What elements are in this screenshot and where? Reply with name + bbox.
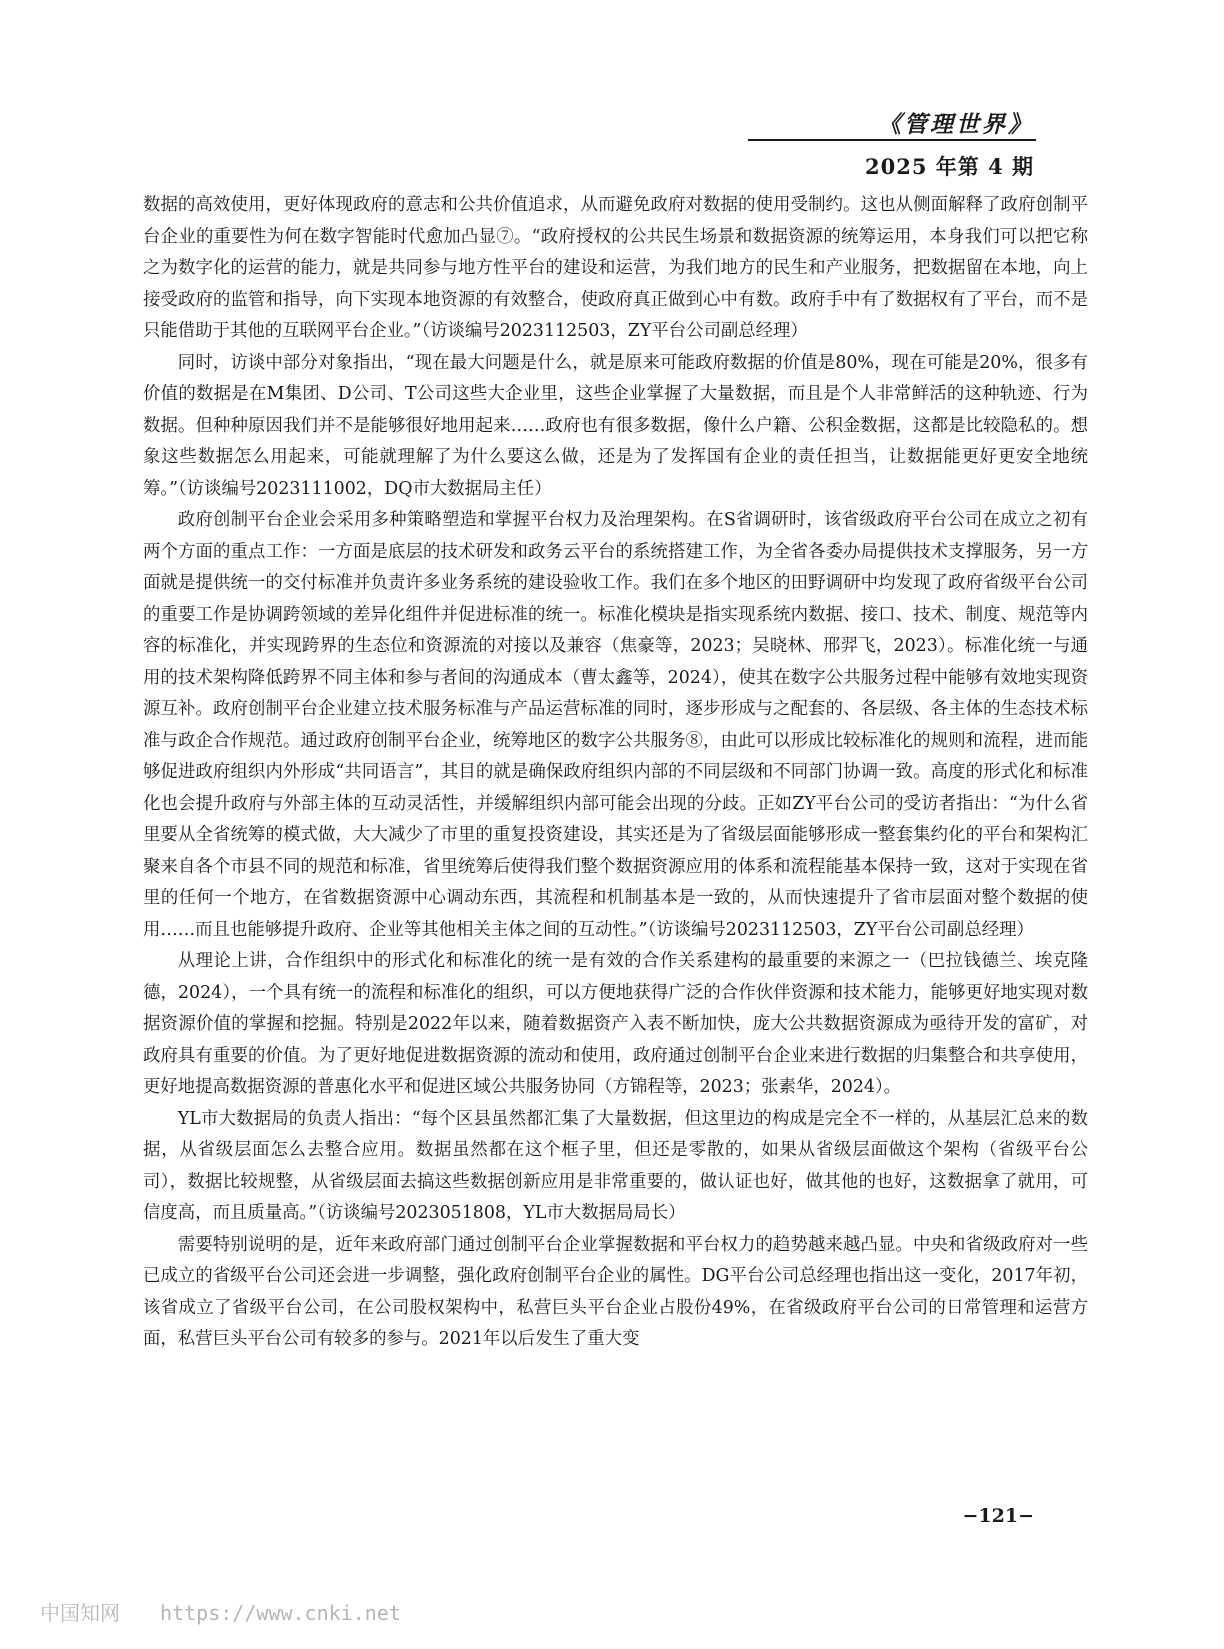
issue-number: 2025 年第 4 期 [865,154,1034,179]
paragraph-3: 政府创制平台企业会采用多种策略塑造和掌握平台权力及治理架构。在S省调研时，该省级政府平台公司在成立之初有两个方面的重点工作：一方面是底层的技术研发和政务云平台的系统搭建工作，为全省各委办局提供技术支撑服务，另一方面就是提供统一的交付标准并负责许多业务系统的建设验收工作。我们在多个地区的田野调研中均发现了政府省级平台公司的重要工作是协调跨领域的差异化组件并促进标准的统一。标准化模块是指实现系统内数据、接口、技术、制度、规范等内容的标准化，并实现跨界的生态位和资源流的对接以及兼容（焦豪等，2023；吴晓林、邢羿飞，2023）。标准化统一与通用的技术架构降低跨界不同主体和参与者间的沟通成本（曹太鑫等，2024），使其在数字公共服务过程中能够有效地实现资源互补。政府创制平台企业建立技术服务标准与产品运营标准的同时，逐步形成与之配套的、各层级、各主体的生态技术标准与政企合作规范。通过政府创制平台企业，统筹地区的数字公共服务⑧，由此可以形成比较标准化的规则和流程，进而能够促进政府组织内外形成“共同语言”，其目的就是确保政府组织内部的不同层级和不同部门协调一致。高度的形式化和标准化也会提升政府与外部主体的互动灵活性，并缓解组织内部可能会出现的分歧。正如ZY平台公司的受访者指出：“为什么省里要从全省统筹的模式做，大大减少了市里的重复投资建设，其实还是为了省级层面能够形成一整套集约化的平台和架构汇聚来自各个市县不同的规范和标准，省里统筹后使得我们整个数据资源应用的体系和流程能基本保持一致，这对于实现在省里的任何一个地方，在省数据资源中心调动东西，其流程和机制基本是一致的，从而快速提升了省市层面对整个数据的使用……而且也能够提升政府、企业等其他相关主体之间的互动性。”（访谈编号2023112503，ZY平台公司副总经理） [143,510,1088,940]
header-rule [748,139,1036,141]
paragraph-6: 需要特别说明的是，近年来政府部门通过创制平台企业掌握数据和平台权力的趋势越来越凸显。中央和省级政府对一些已成立的省级平台公司还会进一步调整，强化政府创制平台企业的属性。DG平台公司总经理也指出这一变化，2017年初，该省成立了省级平台公司，在公司股权架构中，私营巨头平台企业占股份49%，在省级政府平台公司的日常管理和运营方面，私营巨头平台公司有较多的参与。2021年以后发生了重大变 [143,1234,1088,1349]
watermark-url: https://www.cnki.net [160,1601,401,1625]
article-body [143,190,1088,1356]
page-number: −121− [962,1505,1034,1527]
paragraph-4: 从理论上讲，合作组织中的形式化和标准化的统一是有效的合作关系建构的最重要的来源之一（巴拉钱德兰、埃克隆德，2024），一个具有统一的流程和标准化的组织，可以方便地获得广泛的合作伙伴资源和技术能力，能够更好地实现对数据资源价值的掌握和挖掘。特别是2022年以来，随着数据资产入表不断加快，庞大公共数据资源成为亟待开发的富矿，对政府具有重要的价值。为了更好地促进数据资源的流动和使用，政府通过创制平台企业来进行数据的归集整合和共享使用，更好地提高数据资源的普惠化水平和促进区域公共服务协同（方锦程等，2023；张素华，2024）。 [143,951,1088,1097]
paragraph-1: 数据的高效使用，更好体现政府的意志和公共价值追求，从而避免政府对数据的使用受制约。这也从侧面解释了政府创制平台企业的重要性为何在数字智能时代愈加凸显⑦。“政府授权的公共民生场景和数据资源的统筹运用，本身我们可以把它称之为数字化的运营的能力，就是共同参与地方性平台的建设和运营，为我们地方的民生和产业服务，把数据留在本地，向上接受政府的监管和指导，向下实现本地资源的有效整合，使政府真正做到心中有数。政府手中有了数据权有了平台，而不是只能借助于其他的互联网平台企业。”（访谈编号2023112503，ZY平台公司副总经理） [143,195,1088,341]
paragraph-5: YL市大数据局的负责人指出：“每个区县虽然都汇集了大量数据，但这里边的构成是完全不一样的，从基层汇总来的数据，从省级层面怎么去整合应用。数据虽然都在这个框子里，但还是零散的，如果从省级层面做这个架构（省级平台公司），数据比较规整，从省级层面去搞这些数据创新应用是非常重要的，做认证也好，做其他的也好，这数据拿了就用，可信度高，而且质量高。”（访谈编号2023051808，YL市大数据局局长） [143,1108,1088,1223]
cnki-watermark [40,1597,401,1626]
watermark-site-name: 中国知网 [40,1601,120,1625]
journal-title: 《管理世界》 [878,111,1034,138]
paragraph-2: 同时，访谈中部分对象指出，“现在最大问题是什么，就是原来可能政府数据的价值是80%，现在可能是20%，很多有价值的数据是在M集团、D公司、T公司这些大企业里，这些企业掌握了大量数据，而且是个人非常鲜活的这种轨迹、行为数据。但种种原因我们并不是能够很好地用起来……政府也有很多数据，像什么户籍、公积金数据，这都是比较隐私的。想象这些数据怎么用起来，可能就理解了为什么要这么做，还是为了发挥国有企业的责任担当，让数据能更好更安全地统筹。”（访谈编号2023111002，DQ市大数据局主任） [143,352,1088,499]
